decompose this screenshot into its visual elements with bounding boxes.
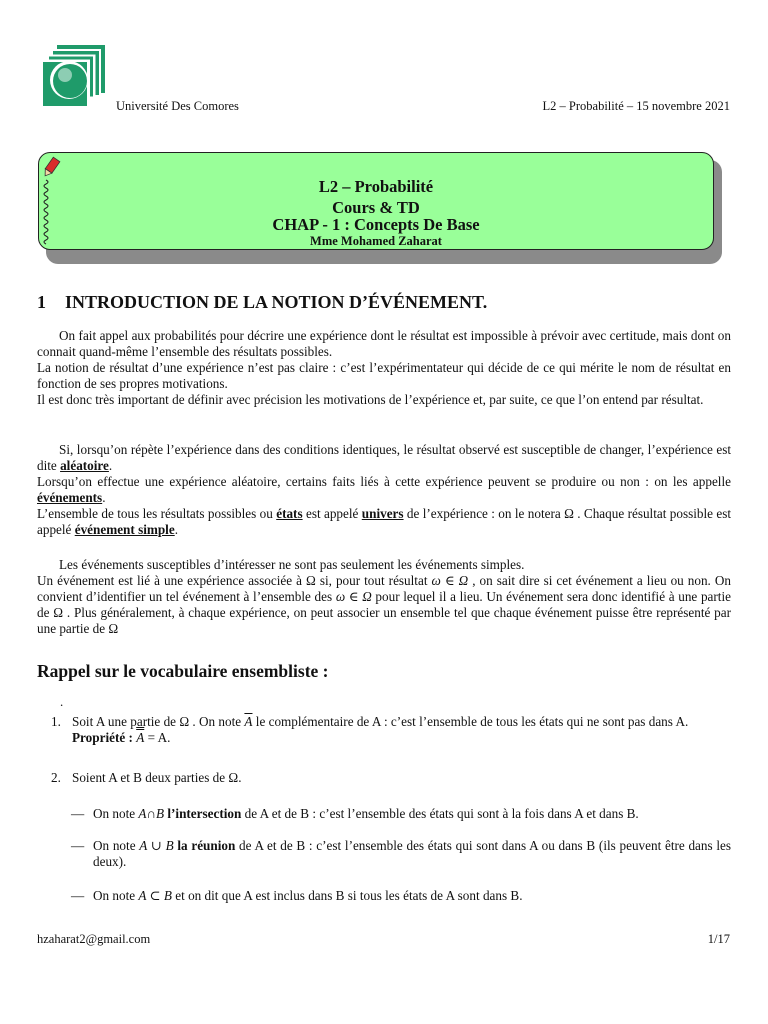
math-inclusion: A ⊂ B (138, 888, 172, 903)
dash-text: de A et de B : c’est l’ensemble des états qui sont dans A ou dans B (ils peuvent être dans les deux). (93, 838, 731, 869)
rappel-heading: Rappel sur le vocabulaire ensembliste : (37, 661, 329, 681)
para3-sentence2 (37, 573, 731, 637)
list-number: 1. (51, 714, 61, 729)
term-etats: états (276, 506, 303, 521)
header-university: Université Des Comores (116, 99, 239, 113)
list-item-2-text: Soient A et B deux parties de Ω. (72, 770, 242, 785)
section-heading (37, 292, 487, 313)
title-author: Mme Mohamed Zaharat (310, 234, 442, 248)
para2-sentence1 (37, 442, 731, 474)
dash-item-union (71, 838, 731, 870)
list-number: 2. (51, 770, 61, 785)
list-text: le complémentaire de A : c’est l’ensemble de tous les états qui ne sont pas dans A. (252, 714, 689, 729)
property-equation: = A. (144, 730, 171, 745)
para2-text: L’ensemble de tous les résultats possibles ou (37, 506, 277, 521)
para2-text: de l’expérience : on le notera Ω . Chaque résultat possible est appelé (37, 506, 732, 537)
para2-text: . (108, 458, 113, 473)
dash-item-inclusion (71, 888, 731, 904)
section-number: 1 (37, 292, 46, 312)
header-course-date: L2 – Probabilité – 15 novembre 2021 (542, 99, 730, 113)
para2-sentence3 (37, 506, 731, 538)
term-aleatoire: aléatoire (60, 458, 109, 473)
paragraph-aleatoire (37, 442, 731, 538)
list-item-1 (51, 714, 731, 746)
university-logo (43, 45, 105, 107)
math-union: A ∪ B (139, 838, 174, 853)
title-line3: CHAP - 1 : Concepts De Base (272, 215, 480, 234)
math-double-complement: A (136, 730, 145, 745)
title-line1: L2 – Probabilité (318, 177, 434, 196)
para2-text: Si, lorsqu’on répète l’expérience dans des conditions identiques, le résultat observé est susceptible de changer, l’expérience est dite (37, 442, 731, 473)
rappel-dot: . (60, 694, 64, 709)
para3-text: pour lequel il a lieu. Un événement sera donc identifié à une partie de Ω . Plus généralement, à chaque expérience, on peut associer un ensemble tel que chaque événement puisse être représenté par une partie de Ω (37, 589, 731, 636)
math-omega-in-Omega: ω ∈ Ω (431, 573, 469, 588)
math-intersection: A∩B (138, 806, 165, 821)
paragraph-intro (37, 328, 731, 408)
para3-sentence1: Les événements susceptibles d’intéresser ne sont pas seulement les événements simples. (59, 557, 525, 572)
list-item-1-text (72, 714, 731, 730)
math-complement-A: $\overline{A}$ (244, 714, 253, 729)
para3-text: , on sait dire si cet événement a lieu ou non. On convient d’identifier un tel événement à l’ensemble des (37, 573, 731, 604)
list-text: Soit A une partie de Ω . On note (72, 714, 245, 729)
para1-sentence1: On fait appel aux probabilités pour décrire une expérience dont le résultat est impossible à prévoir avec certitude, mais dont on connait quand-même l’ensemble des résultats possibles. (37, 328, 731, 359)
para2-text: . (174, 522, 178, 537)
footer-page-number: 1/17 (707, 932, 730, 946)
dash-text: On note (93, 806, 139, 821)
term-intersection: l’intersection (164, 806, 242, 821)
term-reunion: la réunion (173, 838, 236, 853)
term-univers: univers (361, 506, 404, 521)
para2-text: Lorsqu’on effectue une expérience aléatoire, certains faits liés à cette expérience peuvent se produire ou non : on les appelle (37, 474, 731, 489)
dash-text: On note (93, 888, 139, 903)
para1-sentence2: La notion de résultat d’une expérience n’est pas claire : c’est l’expérimentateur qui décide de ce qui mérite le nom de résultat en fonction de ses propres motivations. (37, 360, 731, 391)
section-title: INTRODUCTION DE LA NOTION D’ÉVÉNEMENT. (65, 292, 488, 312)
title-line2: Cours & TD (332, 198, 420, 217)
term-evenements: événements (37, 490, 103, 505)
property-line (72, 730, 731, 746)
dash-mark: — (71, 806, 85, 821)
property-label: Propriété : (72, 730, 133, 745)
dash-item-intersection (71, 806, 731, 822)
para2-sentence2 (37, 474, 731, 506)
para3-text: Un événement est lié à une expérience associée à Ω si, pour tout résultat (37, 573, 432, 588)
para2-text: . (102, 490, 106, 505)
dash-text: On note (93, 838, 140, 853)
para1-sentence3: Il est donc très important de définir avec précision les motivations de l’expérience et, par suite, ce que l’on entend par résultat. (37, 392, 704, 407)
paragraph-evenements (37, 557, 731, 637)
dash-text: et on dit que A est inclus dans B si tous les états de A sont dans B. (171, 888, 523, 903)
footer-email: hzaharat2@gmail.com (37, 932, 151, 946)
list-item-2 (51, 770, 731, 786)
dash-mark: — (71, 888, 85, 903)
math-omega-in-Omega: ω ∈ Ω (335, 589, 372, 604)
dash-text: de A et de B : c’est l’ensemble des états qui sont à la fois dans A et dans B. (241, 806, 639, 821)
para2-text: est appelé (302, 506, 362, 521)
dash-mark: — (71, 838, 85, 853)
term-evenement-simple: événement simple (74, 522, 175, 537)
